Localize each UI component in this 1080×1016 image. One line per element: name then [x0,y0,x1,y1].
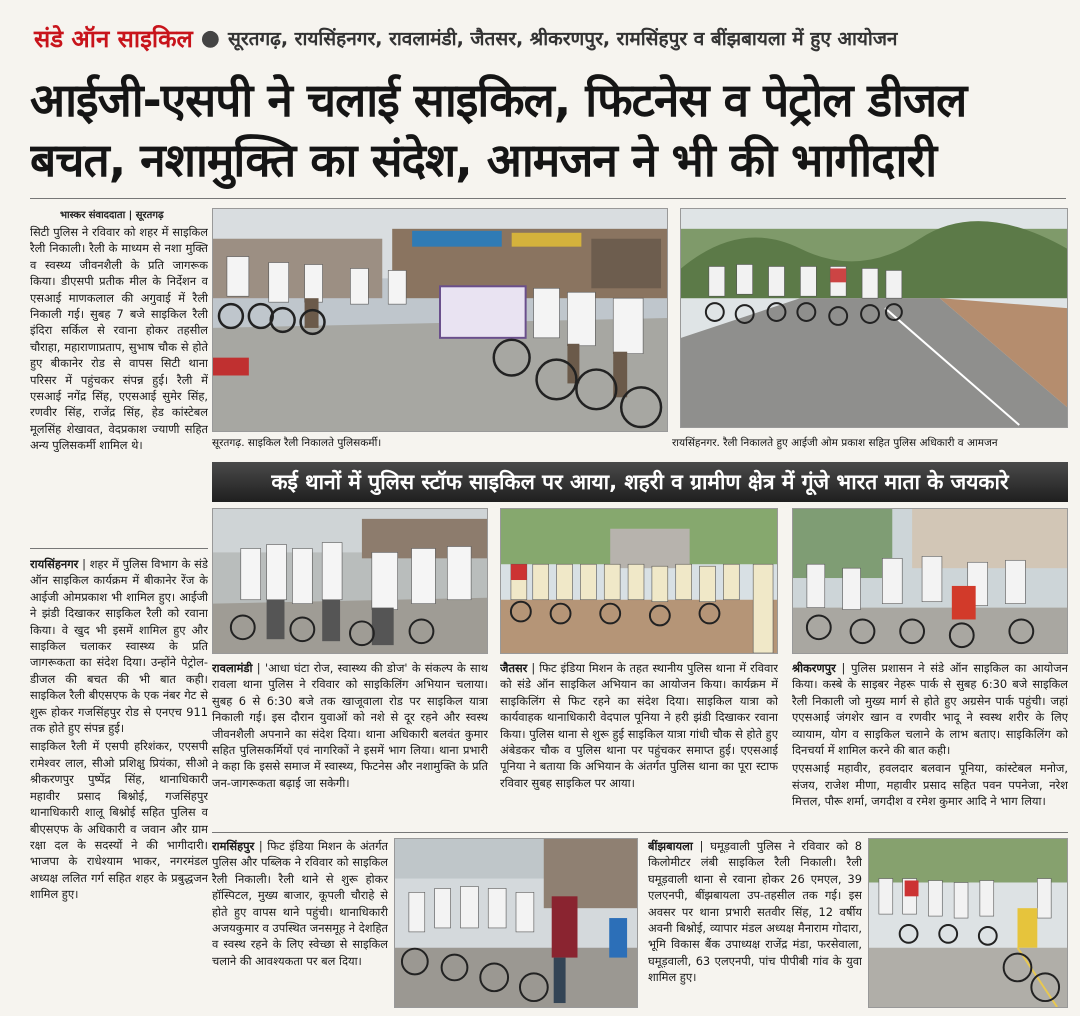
kicker-places: सूरतगढ़, रायसिंहनगर, रावलामंडी, जैतसर, श्रीकरणपुर, रामसिंहपुर व बींझबायला में हुए आयोजन [228,28,898,50]
photo-karanpur-rally [792,508,1068,654]
story-ramsinghpur-text: फिट इंडिया मिशन के अंतर्गत पुलिस और पब्लिक ने रविवार को साइकिल रैली निकाली। रैली थाने से शुरू होकर हॉस्पिटल, मुख्य बाजार, कूपली चौराहे से होते हुए वापस थाने पहुंची। थानाधिकारी अजयकुमार व उपस्थित जनसमूह ने देशहित व स्वस्थ रहने के लिए स्वेच्छा से साइकिल चलाने की आवश्यकता पर बल दिया। [212,839,388,968]
story-karanpur-text-2: एएसआई महावीर, हवलदार बलवान पूनिया, कांस्टेबल मनोज, संजय, राजेश मीणा, महावीर प्रसाद सहित पवन पपनेजा, नरेश मित्तल, पौरू शर्मा, जगदीश व रमेश कुमार आदि ने भाग लिया। [792,761,1068,809]
kicker-label: संडे ऑन साइकिल [34,24,193,53]
dateline: श्रीकरणपुर [792,661,836,675]
story-rawlamandi: रावलामंडी | 'आधा घंटा रोज, स्वास्थ्य की डोज' के संकल्प के साथ रावला थाना पुलिस ने रविवार को साइकिलिंग अभियान चलाया। सुबह 6 से 6:30 बजे तक खाजूवाला रोड पर साइकिल यात्रा निकाली गई। इस दौरान युवाओं को नशे से दूर रहने और स्वस्थ जीवनशैली अपनाने का संदेश दिया। थाना अधिकारी बलवंत कुमार सहित पुलिसकर्मियों एवं नागरिकों ने इसमें भाग लिया। थाना प्रभारी ने कहा कि इससे समाज में स्वास्थ्य, फिटनेस और नशामुक्ति के प्रति जन-जागरूकता बढ़ाई जा सकेगी। [212,661,488,790]
photo-binjhbayla-rally [868,838,1068,1008]
story-karanpur: श्रीकरणपुर | पुलिस प्रशासन ने संडे ऑन साइकिल का आयोजन किया। कस्बे के साइबर नेहरू पार्क से सुबह 6:30 बजे साइकिल रैली निकाली जो मुख्य मार्ग से होते हुए अग्रसेन पार्क पहुंची। जहां एएसआई जंगशेर खान व रणवीर भादू ने स्वस्थ शरीर के लिए व्यायाम, योग व साइकिल चलाने के लाभ बताए। साइकिलिंग को दिनचर्या में शामिल करने की बात कही। एएसआई महावीर, हवलदार बलवान पूनिया, कांस्टेबल मनोज, संजय, राजेश मीणा, महावीर प्रसाद सहित पवन पपनेजा, नरेश मित्तल, पौरू शर्मा, जगदीश व रमेश कुमार आदि ने भाग लिया। [792,661,1068,809]
story-rawlamandi-text: 'आधा घंटा रोज, स्वास्थ्य की डोज' के संकल्प के साथ रावला थाना पुलिस ने रविवार को साइकिलिंग अभियान चलाया। सुबह 6 से 6:30 बजे तक खाजूवाला रोड पर साइकिल यात्रा निकाली गई। इस दौरान युवाओं को नशे से दूर रहने और स्वस्थ जीवनशैली अपनाने का संदेश दिया। थाना अधिकारी बलवंत कुमार सहित पुलिसकर्मियों एवं नागरिकों ने इसमें भाग लिया। थाना प्रभारी ने कहा कि इससे समाज में स्वास्थ्य, फिटनेस और नशामुक्ति के प्रति जन-जागरूकता बढ़ाई जा सकेगी। [212,661,488,790]
kicker [34,18,897,58]
dateline: रावलामंडी [212,661,253,675]
story-raisinghnagar-text: शहर में पुलिस विभाग के संडे ऑन साइकिल कार्यक्रम में बीकानेर रेंज के आईजी ओमप्रकाश भी शामिल हुए। आईजी ने झंडी दिखाकर साइकिल रैली को रवाना किया। वे खुद भी इसमें शामिल हुए और साइकिल चलाकर स्वास्थ्य के प्रति जागरूकता का संदेश दिया। उन्होंने पेट्रोल-डीजल की बचत की भी बात कही। साइकिल रैली बीएसएफ के एक नंबर गेट से शुरू होकर गजसिंहपुर रोड से एनएच 911 तक होते हुए संपन्न हुई। [30,557,208,736]
section-band: कई थानों में पुलिस स्टॉफ साइकिल पर आया, शहरी व ग्रामीण क्षेत्र में गूंजे भारत माता के जयकारे [212,462,1068,502]
story-ramsinghpur: रामसिंहपुर | फिट इंडिया मिशन के अंतर्गत पुलिस और पब्लिक ने रविवार को साइकिल रैली निकाली। रैली थाने से शुरू होकर हॉस्पिटल, मुख्य बाजार, कूपली चौराहे से होते हुए वापस थाने पहुंची। थानाधिकारी अजयकुमार व उपस्थित जनसमूह ने देशहित व स्वस्थ रहने के लिए स्वेच्छा से साइकिल चलाने की आवश्यकता पर बल दिया। [212,839,388,968]
story-karanpur-text: पुलिस प्रशासन ने संडे ऑन साइकिल का आयोजन किया। कस्बे के साइबर नेहरू पार्क से सुबह 6:30 बजे साइकिल रैली निकाली जो मुख्य मार्ग से होते हुए अग्रसेन पार्क पहुंची। जहां एएसआई जंगशेर खान व रणवीर भादू ने स्वस्थ शरीर के लिए व्यायाम, योग व साइकिल चलाने के लाभ बताए। साइकिलिंग को दिनचर्या में शामिल करने की बात कही। [792,661,1068,758]
story-raisinghnagar-text-2: साइकिल रैली में एसपी हरिशंकर, एएसपी रामेश्वर लाल, सीओ प्रशिक्षु प्रियंका, सीओ श्रीकरणपुर पुष्पेंद्र सिंह, थानाधिकारी महावीर प्रसाद बिश्नोई, गजसिंहपुर थानाधिकारी शालू बिश्नोई सहित पुलिस व बीएसएफ के अधिकारी व जवान और ग्राम रक्षा दल के सदस्यों ने की भागीदारी। भाजपा के राधेश्याम भाकर, नगरमंडल अध्यक्ष ललित गर्ग सहित शहर के प्रबुद्धजन शामिल हुए। [30,739,208,902]
dateline: जैतसर [500,661,528,675]
story-suratgarh-text: सिटी पुलिस ने रविवार को शहर में साइकिल रैली निकाली। रैली के माध्यम से नशा मुक्ति व स्वस्थ्य जीवनशैली के प्रति जागरूक किया। डीएसपी प्रतीक मील के निर्देशन व एसआई माणकलाल की अगुवाई में रैली निकाली गई। सुबह 7 बजे साइकिल रैली इंदिरा सर्किल से रवाना होकर तहसील चौराहा, महाराणाप्रताप, सुभाष चौक से होते हुए बीकानेर रोड से वापस सिटी थाना परिसर में पहुंचकर संपन्न हुई। रैली में एसआई नगेंद्र सिंह, एएसआई सुमेर सिंह, रणवीर सिंह, राजेंद्र सिंह, हेड कांस्टेबल मूलसिंह शेखावत, वेदप्रकाश ज्याणी सहित अन्य पुलिसकर्मी शामिल थे। [30,225,208,453]
photo-rawla-rally [212,508,488,654]
photo-ramsinghpur-rally [394,838,638,1008]
story-raisinghnagar: रायसिंहनगर | शहर में पुलिस विभाग के संडे ऑन साइकिल कार्यक्रम में बीकानेर रेंज के आईजी ओमप्रकाश भी शामिल हुए। आईजी ने झंडी दिखाकर साइकिल रैली को रवाना किया। वे खुद भी इसमें शामिल हुए और साइकिल चलाकर स्वास्थ्य के प्रति जागरूकता का संदेश दिया। उन्होंने पेट्रोल-डीजल की बचत की भी बात कही। साइकिल रैली बीएसएफ के एक नंबर गेट से शुरू होकर गजसिंहपुर रोड से एनएच 911 तक होते हुए संपन्न हुई। साइकिल रैली में एसपी हरिशंकर, एएसपी रामेश्वर लाल, सीओ प्रशिक्षु प्रियंका, सीओ श्रीकरणपुर पुष्पेंद्र सिंह, थानाधिकारी महावीर प्रसाद बिश्नोई, गजसिंहपुर थानाधिकारी शालू बिश्नोई सहित पुलिस व बीएसएफ के अधिकारी व जवान और ग्राम रक्षा दल के सदस्यों ने की भागीदारी। भाजपा के राधेश्याम भाकर, नगरमंडल अध्यक्ष ललित गर्ग सहित शहर के प्रबुद्धजन शामिल हुए। [30,557,208,902]
photo-suratgarh-rally [212,208,668,432]
caption-raisinghnagar: रायसिंहनगर. रैली निकालते हुए आईजी ओम प्रकाश सहित पुलिस अधिकारी व आमजन [672,437,998,449]
headline-line-1: आईजी-एसपी ने चलाई साइकिल, फिटनेस व पेट्रोल डीजल [30,73,967,127]
story-suratgarh [30,224,208,532]
bullet-icon: ● [200,25,220,51]
dateline: रायसिंहनगर [30,557,79,571]
photo-raisinghnagar-rally [680,208,1068,428]
byline: भास्कर संवाददाता | सूरतगढ़ [60,210,164,221]
story-jaitsar: जैतसर | फिट इंडिया मिशन के तहत स्थानीय पुलिस थाना में रविवार को संडे ऑन साइकिल अभियान का आयोजन किया। कार्यक्रम में साइकिलिंग से फिट रहने का संदेश दिया। साइकिल यात्रा को कार्यवाहक थानाधिकारी वेदपाल पूनिया ने हरी झंडी दिखाकर रवाना किया। पुलिस थाना से शुरू हुई साइकिल यात्रा गांधी चौक से होते हुए अंबेडकर चौक व पुलिस थाना पर पहुंचकर समाप्त हुई। एएसआई पूनिया ने बताया कि अभियान के अंतर्गत पुलिस थाना का पूरा स्टाफ रविवार सुबह साइकिल पर आया। [500,661,778,790]
divider [212,832,1068,833]
story-binjhbayla-text: घमूड़वाली पुलिस ने रविवार को 8 किलोमीटर लंबी साइकिल रैली निकाली। रैली घमूड़वाली थाना से रवाना होकर 26 एमएल, 39 एलएनपी, बींझबायला उप-तहसील तक गई। इस अवसर पर थाना प्रभारी सतवीर सिंह, 12 वर्षीय अवनी बिश्नोई, व्यापार मंडल अध्यक्ष मैनाराम गोदारा, भूमि विकास बैंक उपाध्यक्ष राजेंद्र मंडा, फरसेवाला, घमूड़वाली, 63 एलएनपी, पांच पीपीबी गांव के युवा शामिल हुए। [648,839,862,985]
divider [30,198,1066,199]
story-binjhbayla: बींझबायला | घमूड़वाली पुलिस ने रविवार को 8 किलोमीटर लंबी साइकिल रैली निकाली। रैली घमूड़वाली थाना से रवाना होकर 26 एमएल, 39 एलएनपी, बींझबायला उप-तहसील तक गई। इस अवसर पर थाना प्रभारी सतवीर सिंह, 12 वर्षीय अवनी बिश्नोई, व्यापार मंडल अध्यक्ष मैनाराम गोदारा, भूमि विकास बैंक उपाध्यक्ष राजेंद्र मंडा, फरसेवाला, घमूड़वाली, 63 एलएनपी, पांच पीपीबी गांव के युवा शामिल हुए। [648,839,862,985]
dateline: रामसिंहपुर [212,839,255,853]
caption-suratgarh: सूरतगढ़. साइकिल रैली निकालते पुलिसकर्मी। [212,437,382,449]
dateline: बींझबायला [648,839,693,853]
story-jaitsar-text: फिट इंडिया मिशन के तहत स्थानीय पुलिस थाना में रविवार को संडे ऑन साइकिल अभियान का आयोजन किया। कार्यक्रम में साइकिलिंग से फिट रहने का संदेश दिया। साइकिल यात्रा को कार्यवाहक थानाधिकारी वेदपाल पूनिया ने हरी झंडी दिखाकर रवाना किया। पुलिस थाना से शुरू हुई साइकिल यात्रा गांधी चौक से होते हुए अंबेडकर चौक व पुलिस थाना पर पहुंचकर समाप्त हुई। एएसआई पूनिया ने बताया कि अभियान के अंतर्गत पुलिस थाना का पूरा स्टाफ रविवार सुबह साइकिल पर आया। [500,661,778,790]
headline [30,70,1060,190]
photo-jaitsar-rally [500,508,778,654]
headline-line-2: बचत, नशामुक्ति का संदेश, आमजन ने भी की भागीदारी [30,133,937,187]
divider [30,548,208,549]
